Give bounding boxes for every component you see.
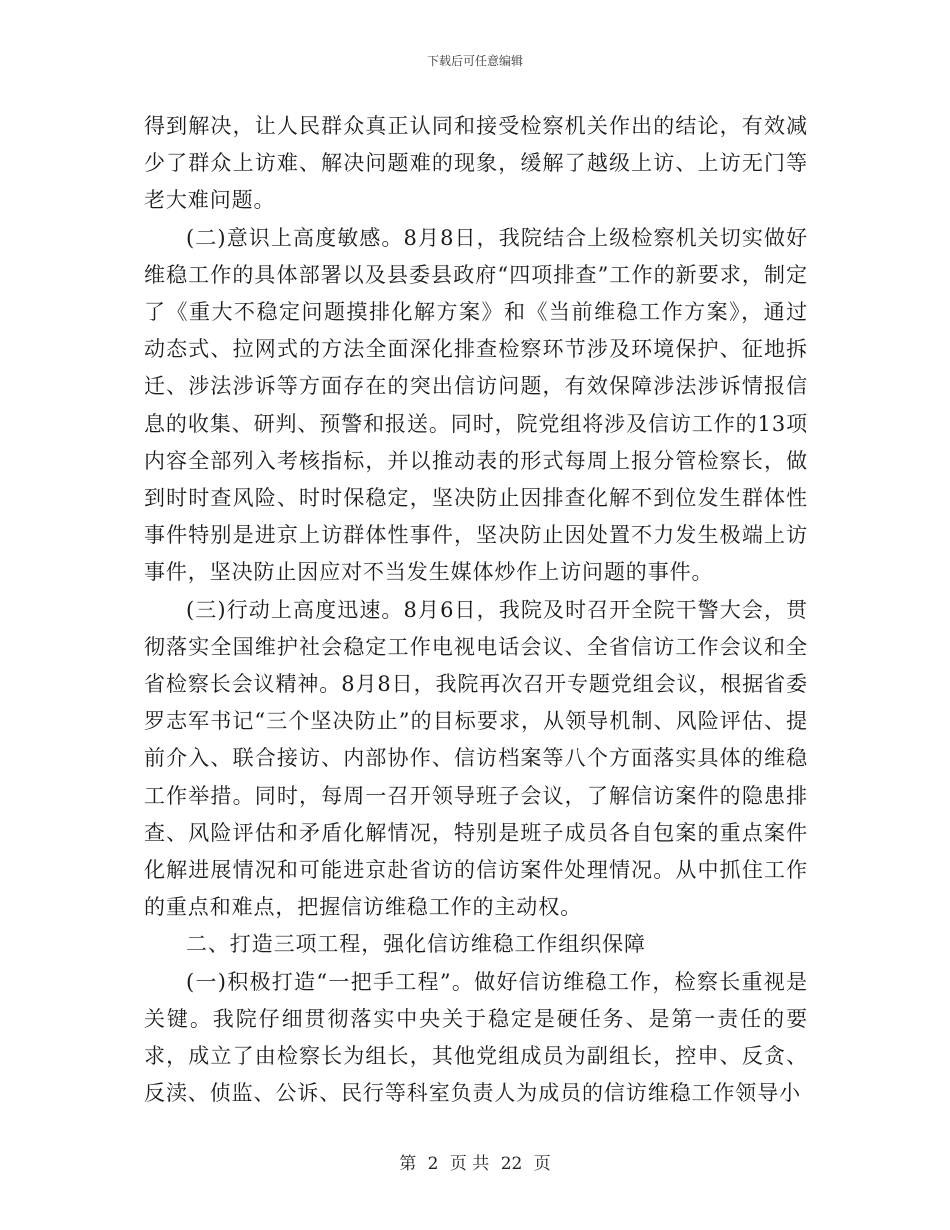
paragraph-4: (一)积极打造“一把手工程”。做好信访维稳工作，检察长重视是关键。我院仔细贯彻落实中央关于稳定是硬任务、是第一责任的要求，成立了由检察长为组长，其他党组成员为副组长，控申、反贪、反渎、侦监、公诉、民行等科室负责人为成员的信访维稳工作领导小 — [144, 969, 808, 1106]
footer-prefix: 第 — [399, 1154, 417, 1174]
footer-middle: 页 共 — [449, 1154, 490, 1174]
footer-suffix: 页 — [533, 1154, 551, 1174]
paragraph-2: (二)意识上高度敏感。8月8日，我院结合上级检察机关切实做好维稳工作的具体部署以及县委县政府“四项排查”工作的新要求，制定了《重大不稳定问题摸排化解方案》和《当前维稳工作方案》，通过动态式、拉网式的方法全面深化排查检察环节涉及环境保护、征地拆迁、涉法涉诉等方面存在的突出信访问题，有效保障涉法涉诉情报信息的收集、研判、预警和报送。同时，院党组将涉及信访工作的13项内容全部列入考核指标，并以推动表的形式每周上报分管检察长，做到时时查风险、时时保稳定，坚决防止因排查化解不到位发生群体性事件特别是进京上访群体性事件，坚决防止因处置不力发生极端上访事件，坚决防止因应对不当发生媒体炒作上访问题的事件。 — [144, 225, 808, 585]
footer-total-pages: 22 — [500, 1154, 523, 1174]
page-footer — [0, 1154, 950, 1174]
header-text: 下载后可任意编辑 — [426, 54, 523, 68]
footer-page-number: 2 — [427, 1154, 439, 1174]
paragraph-3: (三)行动上高度迅速。8月6日，我院及时召开全院干警大会，贯彻落实全国维护社会稳定工作电视电话会议、全省信访工作会议和全省检察长会议精神。8月8日，我院再次召开专题党组会议，根据省委罗志军书记“三个坚决防止”的目标要求，从领导机制、风险评估、提前介入、联合接访、内部协作、信访档案等八个方面落实具体的维稳工作举措。同时，每周一召开领导班子会议，了解信访案件的隐患排查、风险评估和矛盾化解情况，特别是班子成员各自包案的重点案件化解进展情况和可能进京赴省访的信访案件处理情况。从中抓住工作的重点和难点，把握信访维稳工作的主动权。 — [144, 597, 808, 920]
paragraph-1: 得到解决，让人民群众真正认同和接受检察机关作出的结论，有效减少了群众上访难、解决问题难的现象，缓解了越级上访、上访无门等老大难问题。 — [144, 114, 808, 213]
document-body — [144, 108, 808, 1112]
section-heading: 二、打造三项工程，强化信访维稳工作组织保障 — [186, 932, 646, 957]
page-header — [0, 54, 950, 68]
